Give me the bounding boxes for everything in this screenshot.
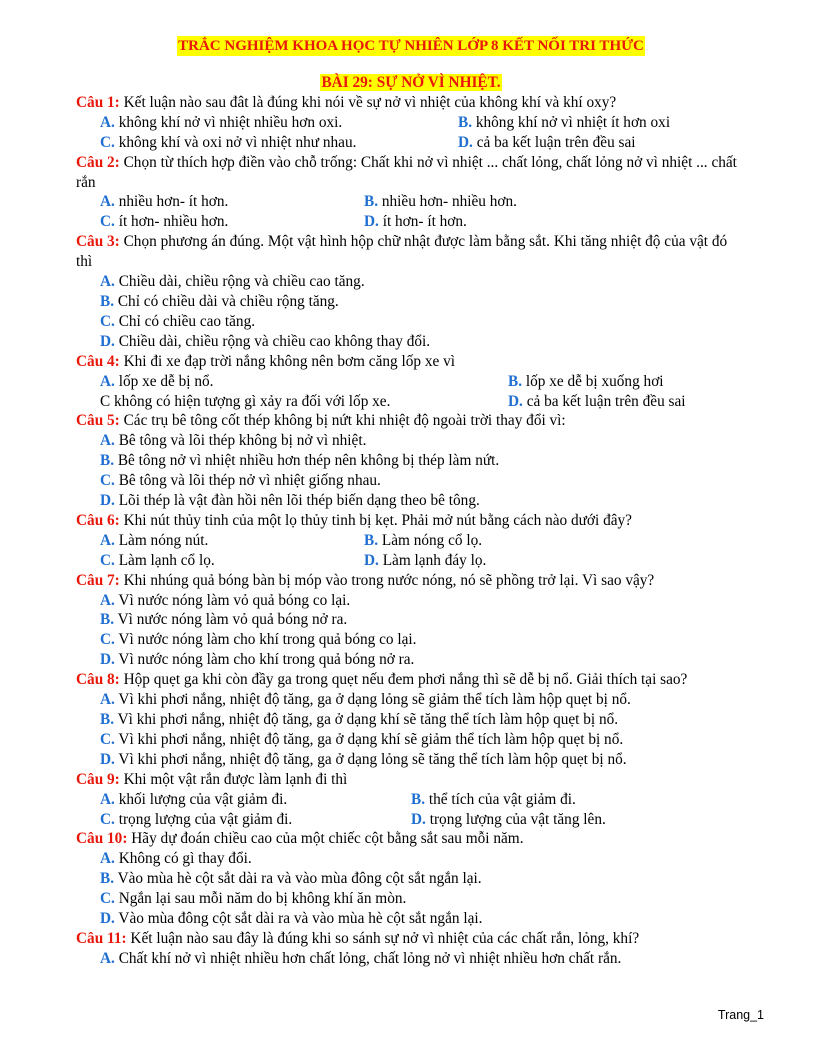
options-1: [100, 113, 746, 153]
option-b: B. thể tích của vật giảm đi.: [411, 790, 576, 808]
question-text: Khi nút thủy tinh của một lọ thủy tinh bị kẹt. Phải mở nút bằng cách nào dưới đây?: [119, 511, 632, 529]
question-label: Câu 5:: [76, 412, 120, 430]
question-label: Câu 2:: [76, 153, 120, 171]
option-c: C. Vì nước nóng làm cho khí trong quả bóng co lại.: [100, 631, 417, 649]
option-d: D. Lõi thép là vật đàn hồi nên lõi thép biến dạng theo bê tông.: [100, 492, 480, 510]
question-11: [76, 929, 746, 949]
option-c: C không có hiện tượng gì xảy ra đối với lốp xe.: [100, 392, 391, 410]
question-label: Câu 10:: [76, 830, 128, 848]
option-d: D. cả ba kết luận trên đều sai: [458, 133, 636, 151]
option-b: B. Chỉ có chiều dài và chiều rộng tăng.: [100, 292, 339, 310]
question-6: [76, 511, 746, 531]
options-9: [100, 790, 746, 830]
question-3: [76, 232, 746, 272]
question-text: Chọn từ thích hợp điền vào chỗ trống: Chất khi nở vì nhiệt ... chất lỏng, chất lỏng nở vì nhiệt ... chất rắn: [76, 153, 737, 191]
question-label: Câu 7:: [76, 571, 120, 589]
option-d: D. Làm lạnh đáy lọ.: [364, 551, 487, 569]
options-5: [100, 431, 746, 511]
question-label: Câu 8:: [76, 671, 120, 689]
options-10: [100, 849, 746, 929]
question-text: Khi đi xe đạp trời nắng không nên bơm căng lốp xe vì: [119, 352, 456, 370]
option-d: D. Vào mùa đông cột sắt dài ra và vào mùa hè cột sắt ngắn lại.: [100, 910, 483, 928]
option-a: A. Không có gì thay đổi.: [100, 850, 252, 868]
question-label: Câu 11:: [76, 929, 127, 947]
option-b: B. Bê tông nở vì nhiệt nhiều hơn thép nên không bị thép làm nứt.: [100, 452, 500, 470]
option-a: A. không khí nở vì nhiệt nhiều hơn oxi.: [100, 113, 343, 131]
option-c: C. Làm lạnh cổ lọ.: [100, 551, 215, 569]
question-5: [76, 411, 746, 431]
question-label: Câu 9:: [76, 770, 120, 788]
question-label: Câu 3:: [76, 233, 120, 251]
option-d: D. Vì nước nóng làm cho khí trong quả bóng nở ra.: [100, 651, 415, 669]
option-b: B. Vì khi phơi nắng, nhiệt độ tăng, ga ở dạng khí sẽ tăng thể tích làm hộp quẹt bị nổ.: [100, 711, 619, 728]
option-a: A. khối lượng của vật giảm đi.: [100, 790, 288, 808]
option-b: B. Vào mùa hè cột sắt dài ra và vào mùa đông cột sắt ngắn lại.: [100, 870, 482, 888]
page-number: Trang_1: [717, 1008, 764, 1022]
option-c: C. Vì khi phơi nắng, nhiệt độ tăng, ga ở dạng khí sẽ giảm thể tích làm hộp quẹt bị nổ.: [100, 730, 624, 748]
question-text: Khi một vật rắn được làm lạnh đi thì: [119, 770, 348, 788]
question-label: Câu 4:: [76, 352, 120, 370]
question-10: [76, 829, 746, 849]
options-4: [100, 372, 746, 412]
options-11: [100, 949, 746, 969]
question-7: [76, 571, 746, 591]
option-b: B. lốp xe dễ bị xuống hơi: [508, 372, 664, 390]
options-3: [100, 272, 746, 352]
option-d: D. cả ba kết luận trên đều sai: [508, 392, 686, 410]
option-a: A. Vì khi phơi nắng, nhiệt độ tăng, ga ở dạng lỏng sẽ giảm thể tích làm hộp quẹt bị nổ.: [100, 691, 631, 709]
option-a: A. Chất khí nở vì nhiệt nhiều hơn chất lỏng, chất lỏng nở vì nhiệt nhiều hơn chất rắn.: [100, 949, 622, 967]
option-a: A. Bê tông và lõi thép không bị nở vì nhiệt.: [100, 432, 367, 450]
question-text: Kết luận nào sau đây là đúng khi so sánh sự nở vì nhiệt của các chất rắn, lỏng, khí?: [126, 929, 640, 947]
options-2: [100, 192, 746, 232]
option-c: C. Ngắn lại sau mỗi năm do bị không khí ăn mòn.: [100, 890, 407, 908]
document-page: [76, 36, 746, 969]
option-b: B. Vì nước nóng làm vỏ quả bóng nở ra.: [100, 611, 348, 629]
options-7: [100, 591, 746, 671]
question-text: Các trụ bê tông cốt thép không bị nứt khi nhiệt độ ngoài trời thay đổi vì:: [119, 412, 566, 430]
option-c: C. không khí và oxi nở vì nhiệt như nhau.: [100, 133, 357, 151]
option-d: D. Vì khi phơi nắng, nhiệt độ tăng, ga ở dạng lỏng sẽ tăng thể tích làm hộp quẹt bị nổ.: [100, 750, 627, 768]
options-6: [100, 531, 746, 571]
question-text: Kết luận nào sau đât là đúng khi nói về sự nở vì nhiệt của không khí và khí oxy?: [119, 93, 617, 111]
document-title: TRẮC NGHIỆM KHOA HỌC TỰ NHIÊN LỚP 8 KẾT NỐI TRI THỨC: [178, 38, 644, 54]
lesson-heading: [76, 73, 746, 93]
lesson-title: BÀI 29: SỰ NỞ VÌ NHIỆT.: [321, 74, 501, 91]
question-2: [76, 153, 746, 193]
question-label: Câu 1:: [76, 93, 120, 111]
question-8: [76, 670, 746, 690]
option-c: C. Chỉ có chiều cao tăng.: [100, 312, 256, 330]
option-c: C. ít hơn- nhiều hơn.: [100, 213, 229, 231]
question-text: Hãy dự đoán chiều cao của một chiếc cột bằng sắt sau mỗi năm.: [127, 830, 524, 848]
option-d: D. trọng lượng của vật tăng lên.: [411, 810, 606, 828]
option-b: B. nhiều hơn- nhiều hơn.: [364, 193, 517, 211]
question-text: Hộp quẹt ga khi còn đầy ga trong quẹt nếu đem phơi nắng thì sẽ dễ bị nổ. Giải thích tại sao?: [119, 671, 688, 689]
option-b: B. không khí nở vì nhiệt ít hơn oxi: [458, 113, 671, 131]
option-c: C. trọng lượng của vật giảm đi.: [100, 810, 293, 828]
question-9: [76, 770, 746, 790]
option-c: C. Bê tông và lõi thép nở vì nhiệt giống nhau.: [100, 472, 381, 490]
option-a: A. Làm nóng nút.: [100, 531, 209, 549]
question-text: Chọn phương án đúng. Một vật hình hộp chữ nhật được làm bằng sắt. Khi tăng nhiệt độ của vật đó thì: [76, 233, 728, 271]
question-text: Khi nhúng quả bóng bàn bị móp vào trong nước nóng, nó sẽ phồng trở lại. Vì sao vậy?: [119, 571, 655, 589]
question-label: Câu 6:: [76, 511, 120, 529]
option-b: B. Làm nóng cổ lọ.: [364, 531, 483, 549]
option-a: A. Vì nước nóng làm vỏ quả bóng co lại.: [100, 591, 351, 609]
option-a: A. nhiều hơn- ít hơn.: [100, 193, 229, 211]
option-d: D. Chiều dài, chiều rộng và chiều cao không thay đổi.: [100, 332, 431, 350]
option-a: A. lốp xe dễ bị nổ.: [100, 372, 214, 390]
option-a: A. Chiều dài, chiều rộng và chiều cao tăng.: [100, 273, 365, 291]
question-4: [76, 352, 746, 372]
options-8: [100, 690, 746, 770]
question-1: [76, 93, 746, 113]
option-d: D. ít hơn- ít hơn.: [364, 213, 467, 231]
